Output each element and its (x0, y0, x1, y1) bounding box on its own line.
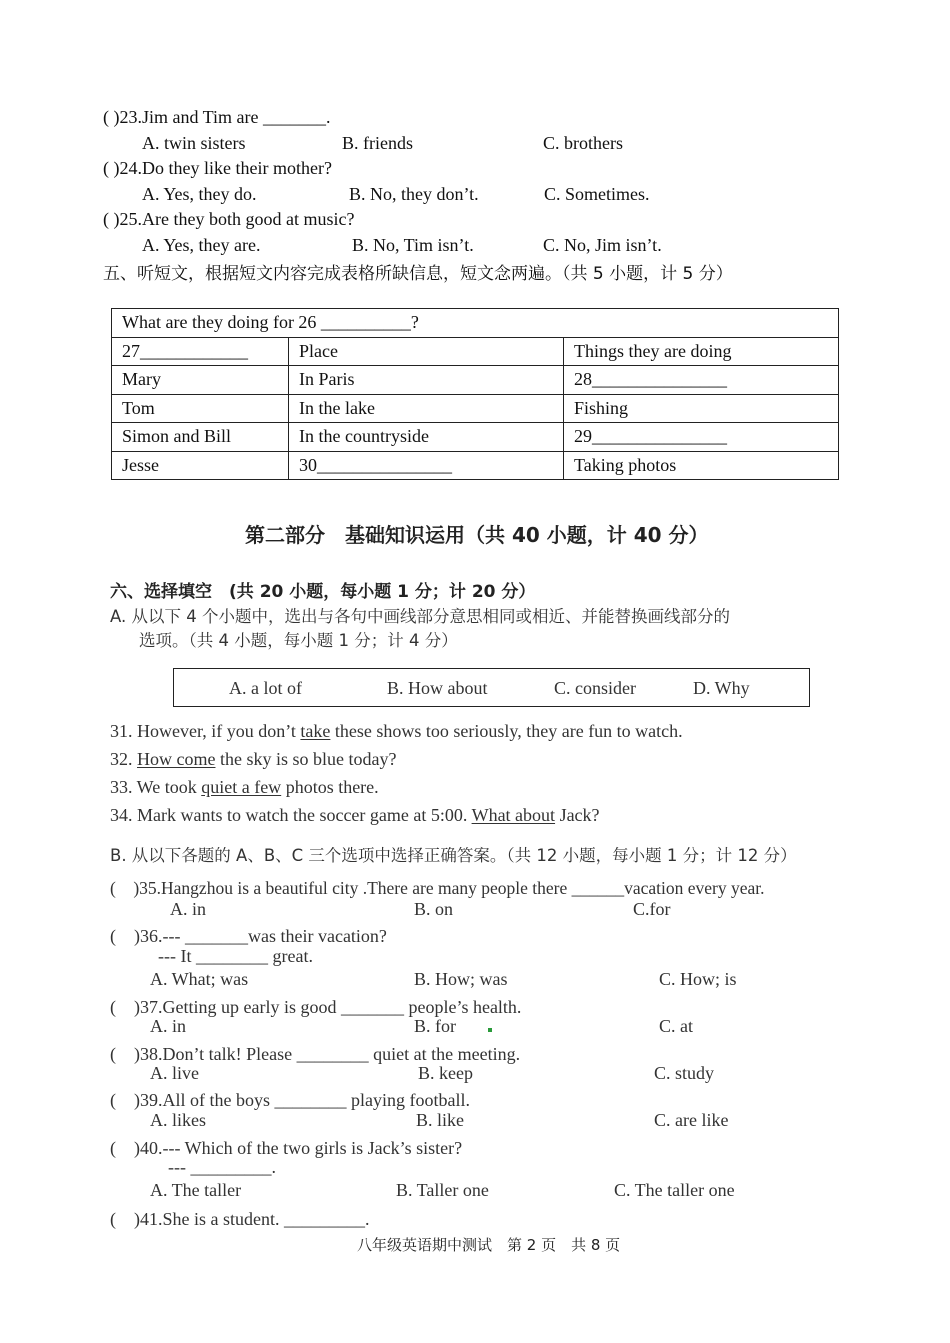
question-number: ( )40. (110, 1138, 163, 1158)
options-box (173, 668, 810, 707)
question-23 (103, 107, 331, 128)
option: B. No, they don’t. (349, 184, 479, 204)
part2-title: 第二部分 基础知识运用（共 40 小题，计 40 分） (245, 523, 709, 547)
underlined-phrase: How come (137, 749, 216, 769)
table-row (112, 451, 839, 480)
question-41 (110, 1205, 370, 1231)
table-row (112, 309, 839, 338)
question-36-line2: --- It ________ great. (158, 946, 313, 966)
option: C. How; is (659, 969, 737, 989)
question-number: ( )39. (110, 1090, 163, 1110)
option: B. like (416, 1110, 464, 1130)
table-cell: 28_______________ (564, 366, 839, 395)
stray-mark (488, 1028, 492, 1032)
sentence-text: 33. We took (110, 777, 202, 797)
option: A. in (170, 899, 206, 919)
table-cell: Place (289, 337, 564, 366)
option: A. Yes, they are. (142, 235, 261, 255)
question-stem: Getting up early is good _______ people’s health. (162, 997, 522, 1017)
sentence-32 (110, 749, 396, 770)
table-row (112, 423, 839, 452)
question-number: ( )25. (103, 209, 142, 229)
question-stem: Don’t talk! Please ________ quiet at the meeting. (162, 1044, 521, 1064)
question-stem: --- _______was their vacation? (162, 926, 387, 946)
option: C. brothers (543, 133, 623, 153)
option: A. twin sisters (142, 133, 246, 153)
table-cell: 27____________ (112, 337, 289, 366)
question-stem: Jim and Tim are _______. (142, 107, 331, 127)
option: C.for (633, 899, 671, 919)
option: B. on (414, 899, 454, 919)
table-title-cell: What are they doing for 26 __________? (112, 309, 839, 338)
underlined-phrase: What about (471, 805, 556, 825)
table-cell: In Paris (289, 366, 564, 395)
option: B. friends (342, 133, 413, 153)
option: B. No, Tim isn’t. (352, 235, 474, 255)
sentence-34 (110, 805, 600, 826)
option: A. live (150, 1063, 199, 1083)
option: C. Sometimes. (544, 184, 650, 204)
option: A. likes (150, 1110, 206, 1130)
option: A. The taller (150, 1180, 242, 1200)
table-cell: 29_______________ (564, 423, 839, 452)
box-option: D. Why (693, 678, 750, 698)
option: C. study (654, 1063, 715, 1083)
option: C. are like (654, 1110, 729, 1130)
question-40-line2: --- _________. (168, 1157, 276, 1177)
question-24 (103, 158, 332, 179)
question-stem: Hangzhou is a beautiful city .There are many people there ______vacation every year. (161, 878, 765, 898)
question-stem: Do they like their mother? (142, 158, 332, 178)
sentence-text: the sky is so blue today? (215, 749, 397, 769)
table-cell: In the countryside (289, 423, 564, 452)
partB-heading: B. 从以下各题的 A、B、C 三个选项中选择正确答案。（共 12 小题，每小题 1 分；计 12 分） (110, 846, 797, 865)
question-number: ( )37. (110, 997, 163, 1017)
table-cell: Jesse (112, 451, 289, 480)
table-cell: Tom (112, 394, 289, 423)
underlined-phrase: quiet a few (201, 777, 282, 797)
question-number: ( )23. (103, 107, 142, 127)
question-35 (110, 875, 765, 900)
box-option: C. consider (554, 678, 636, 698)
table-cell: Things they are doing (564, 337, 839, 366)
question-36 (110, 922, 387, 948)
table-row (112, 366, 839, 395)
question-stem: Are they both good at music? (142, 209, 355, 229)
sentence-text: these shows too seriously, they are fun to watch. (330, 721, 683, 741)
table-cell: In the lake (289, 394, 564, 423)
section5-heading: 五、听短文，根据短文内容完成表格所缺信息，短文念两遍。（共 5 小题，计 5 分） (103, 264, 733, 284)
question-number: ( )24. (103, 158, 142, 178)
option: B. keep (418, 1063, 473, 1083)
question-40 (110, 1134, 462, 1160)
box-option: A. a lot of (229, 678, 302, 698)
question-stem: --- Which of the two girls is Jack’s sister? (162, 1138, 463, 1158)
option: B. Taller one (396, 1180, 489, 1200)
question-number: ( )38. (110, 1044, 163, 1064)
option: B. for (414, 1016, 456, 1036)
sentence-text: Jack? (555, 805, 600, 825)
option: A. Yes, they do. (142, 184, 257, 204)
question-25 (103, 209, 354, 230)
box-option: B. How about (387, 678, 488, 698)
option: A. in (150, 1016, 186, 1036)
section6-heading: 六、选择填空 (共 20 小题，每小题 1 分；计 20 分） (110, 582, 536, 602)
sentence-text: photos there. (281, 777, 379, 797)
question-number: ( )41. (110, 1209, 163, 1229)
table-cell: 30_______________ (289, 451, 564, 480)
table-row (112, 394, 839, 423)
sentence-33 (110, 777, 379, 798)
option: C. at (659, 1016, 693, 1036)
sentence-31 (110, 721, 683, 742)
partA-instructions-line2: 选项。（共 4 小题，每小题 1 分；计 4 分） (139, 631, 458, 650)
option: A. What; was (150, 969, 249, 989)
question-number: ( )36. (110, 926, 163, 946)
table-cell: Simon and Bill (112, 423, 289, 452)
page-footer: 八年级英语期中测试 第 2 页 共 8 页 (357, 1236, 621, 1254)
partA-instructions-line1: A. 从以下 4 个小题中，选出与各句中画线部分意思相同或相近、并能替换画线部分的 (110, 607, 730, 626)
sentence-text: 31. However, if you don’t (110, 721, 301, 741)
underlined-phrase: take (300, 721, 331, 741)
table-cell: Fishing (564, 394, 839, 423)
info-table (111, 308, 839, 480)
question-stem: All of the boys ________ playing football. (162, 1090, 470, 1110)
option: C. No, Jim isn’t. (543, 235, 662, 255)
question-number: ( )35. (110, 878, 162, 898)
question-stem: She is a student. _________. (162, 1209, 370, 1229)
option: C. The taller one (614, 1180, 735, 1200)
table-header-row (112, 337, 839, 366)
question-39 (110, 1086, 470, 1112)
sentence-text: 34. Mark wants to watch the soccer game at 5:00. (110, 805, 472, 825)
sentence-text: 32. (110, 749, 137, 769)
option: B. How; was (414, 969, 508, 989)
table-cell: Taking photos (564, 451, 839, 480)
table-cell: Mary (112, 366, 289, 395)
